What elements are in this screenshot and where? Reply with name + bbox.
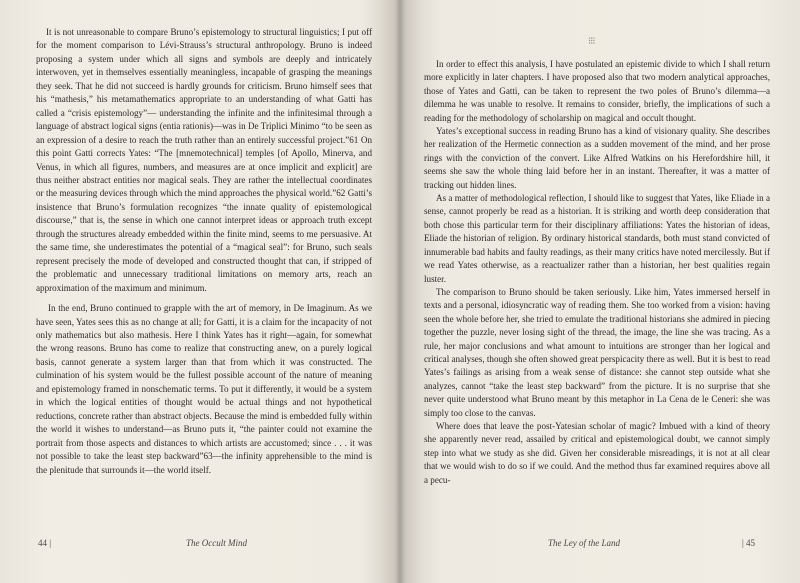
left-page-number: 44 | — [38, 538, 52, 548]
right-running-head: The Ley of the Land — [548, 538, 620, 548]
left-running-head: The Occult Mind — [186, 538, 247, 548]
section-ornament: ⁝⁝⁝ — [588, 36, 595, 47]
right-page — [424, 58, 770, 487]
right-page-number: | 45 — [742, 538, 756, 548]
left-paragraph-2: In the end, Bruno continued to grapple with the art of memory, in De Imaginum. As we have seen, Yates sees this as no change at all; for Gatti, it is a claim for the incapacity of not only mathematics but also mathesis. Here I think Yates has it right—again, for somewhat the wrong reasons. Bruno has come to realize that constructing anew, on a purely logical basis, cannot generate a system larger than that from which it was constructed. The culmination of his system would be the fullest possible account of the nature of meaning and epistemology framed in nonschematic terms. To put it differently, it would be a system in which the logical entities of thought would be actual things and not hypothetical reductions, concrete rather than abstract objects. Because the mind is embedded fully within the world it wishes to understand—as Bruno puts it, “the painter could not examine the portrait from those aspects and distances to which artists are accustomed; since . . . it was not possible to take the least step backward”63—the infinity apprehensible to the mind is the plenitude that surrounds it—the world itself. — [36, 303, 372, 475]
right-paragraph-4: The comparison to Bruno should be taken seriously. Like him, Yates immersed herself in texts and a personal, idiosyncratic way of reading them. She too worked from a vision: having seen the whole before her, she tried to emulate the traditional historians she admired in piecing together the puzzle, never losing sight of the thread, the image, the line she was tracing. As a rule, her major conclusions and what amount to intuitions are stronger than her logical and critical analyses, though she often showed great perspicacity there as well. But it is best to read Yates’s failings as arising from a weak sense of distance: she cannot step outside what she analyzes, cannot “take the least step backward” from the picture. It is no surprise that she never quite understood what Bruno meant by this metaphor in La Cena de le Ceneri: she was simply too close to the canvas. — [424, 286, 770, 418]
right-paragraph-1: In order to effect this analysis, I have postulated an epistemic divide to which I shall return more explicitly in later chapters. I have proposed also that two modern analytical approaches, those of Yates and Gatti, can be taken to represent the two poles of Bruno’s dilemma—a dilemma he was unable to resolve. It remains to consider, briefly, the implications of such a reading for the methodology of scholarship on magical and occult thought. — [424, 59, 770, 123]
right-paragraph-3: As a matter of methodological reflection, I should like to suggest that Yates, like Eliade in a sense, cannot properly be read as a historian. It is striking and worth deep consideration that both chose this particular term for their disciplinary affiliations: Yates the historian of ideas, Eliade the historian of religion. By ordinary historical standards, both must stand convicted of innumerable bad habits and faulty readings, as their many critics have noted mercilessly. But if we read Yates otherwise, as a reactualizer rather than a historian, her best qualities regain luster. — [424, 193, 770, 284]
left-paragraph-1: It is not unreasonable to compare Bruno’s epistemology to structural linguistics; I put off for the moment comparison to Lévi-Strauss’s structural anthropology. Bruno is indeed proposing a system under which all signs and symbols are deeply and intricately interwoven, yet in themselves essentially meaningless, incapable of grasping the meanings they seek. That he did not succeed is hardly grounds for criticism. Bruno himself sees that his “mathesis,” his metamathematics appropriate to an understanding of what Gatti has called a “crisis epistemology”— understanding the infinite and the infinitesimal through a language of abstract logical signs (entia rationis)—was in De Triplici Minimo “to be seen as an expression of a desire to reach the truth rather than an entirely successful project.”61 On this point Gatti corrects Yates: “The [mnemotechnical] temples [of Apollo, Minerva, and Venus, in which all figures, numbers, and measures are at once implicit and explicit] are thus neither abstract entities nor magical seals. They are rather the intellectual coordinates or the measuring devices through which the mind approaches the physical world.”62 Gatti’s insistence that Bruno’s formulation recognizes “the innate quality of epistemological discourse,” that is, the sense in which one cannot interpret ideas or approach truth except through the structures already embedded within the finite mind, seems to me persuasive. At the same time, she underestimates the potential of a “magical seal”: for Bruno, such seals represent precisely the mode of developed and constructed thought that can, if stripped of the problematic and unnecessary traditional limitations on memory arts, reach an approximation of the maximum and minimum. — [36, 27, 372, 293]
right-paragraph-5: Where does that leave the post-Yatesian scholar of magic? Imbued with a kind of theory she apparently never read, assailed by critical and epistemological doubt, we cannot simply step into what we study as she did. Given her considerable misreadings, it is not at all clear that we would wish to do so if we could. And the method thus far examined requires above all a pecu- — [424, 420, 770, 485]
right-paragraph-2: Yates’s exceptional success in reading Bruno has a kind of visionary quality. She describes her realization of the Hermetic connection as a sudden movement of the mind, and her prose rings with the conviction of the convert. Like Alfred Watkins on his Herefordshire hill, it seems she saw the whole thing laid before her in an instant. Thereafter, it was a matter of tracking out hidden lines. — [424, 126, 770, 190]
left-page — [36, 26, 372, 477]
gutter-shadow — [378, 0, 422, 583]
